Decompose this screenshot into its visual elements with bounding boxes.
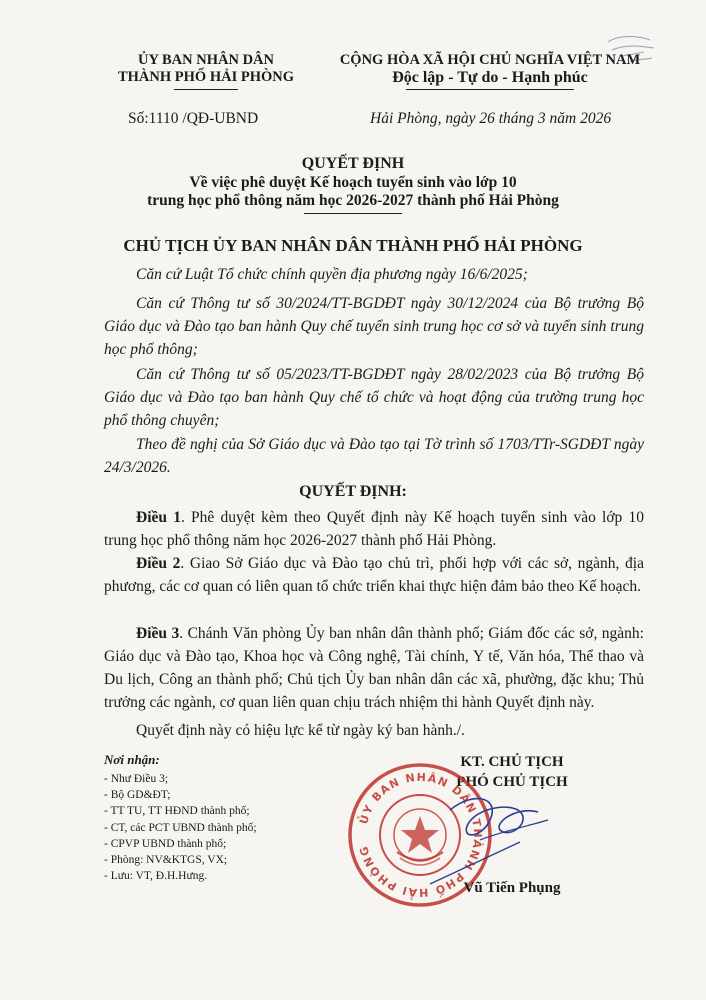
list-item: - TT TU, TT HĐND thành phố; — [104, 805, 250, 818]
list-item: - Bộ GD&ĐT; — [104, 789, 171, 802]
list-item: - Lưu: VT, Đ.H.Hưng. — [104, 870, 208, 883]
legal-basis: Theo đề nghị của Sở Giáo dục và Đào tạo tại Tờ trình số 1703/TTr-SGDĐT ngày 24/3/2026. — [104, 436, 644, 476]
list-item: - Phòng: NV&KTGS, VX; — [104, 854, 228, 867]
article-label: Điều 1 — [136, 509, 181, 526]
subject-line-1: Về việc phê duyệt Kế hoạch tuyển sinh vào lớp 10 — [189, 174, 517, 191]
article-text: . Phê duyệt kèm theo Quyết định này Kế hoạch tuyển sinh vào lớp 10 trung học phổ thông năm học 2026-2027 thành phố Hải Phòng. — [104, 509, 644, 549]
handwritten-signature — [420, 780, 580, 890]
article-3 — [104, 622, 644, 714]
list-item: - CT, các PCT UBND thành phố; — [104, 821, 257, 834]
agency-line-2: THÀNH PHỐ HẢI PHÒNG — [117, 69, 295, 85]
subject-line-2: trung học phổ thông năm học 2026-2027 thành phố Hải Phòng — [147, 192, 559, 209]
article-text: . Giao Sở Giáo dục và Đào tạo chủ trì, phối hợp với các sở, ngành, địa phương, các cơ quan có liên quan tổ chức triển khai thực hiện đảm bảo theo Kế hoạch. — [104, 555, 644, 595]
motto-underline — [406, 89, 574, 90]
authority-heading: CHỦ TỊCH ỦY BAN NHÂN DÂN THÀNH PHỐ HẢI PHÒNG — [123, 236, 583, 255]
legal-basis: Căn cứ Thông tư số 30/2024/TT-BGDĐT ngày 30/12/2024 của Bộ trưởng Bộ Giáo dục và Đào tạo ban hành Quy chế tuyển sinh trung học cơ sở và tuyển sinh trung học phổ thông; — [104, 295, 644, 358]
signatory-line-1: KT. CHỦ TỊCH — [460, 754, 564, 770]
issuing-agency — [96, 52, 316, 90]
recipients-list — [104, 771, 257, 884]
decision-heading: QUYẾT ĐỊNH: — [299, 483, 407, 500]
effective-clause: Quyết định này có hiệu lực kể từ ngày ký ban hành./. — [136, 722, 465, 739]
list-item: - CPVP UBND thành phố; — [104, 837, 227, 850]
legal-basis: Căn cứ Thông tư số 05/2023/TT-BGDĐT ngày 28/02/2023 của Bộ trưởng Bộ Giáo dục và Đào tạo ban hành Quy chế tổ chức và hoạt động của trường trung học phổ thông chuyên; — [104, 366, 644, 429]
agency-line-1: ỦY BAN NHÂN DÂN — [137, 52, 274, 68]
agency-underline — [174, 89, 238, 90]
motto-line: Độc lập - Tự do - Hạnh phúc — [392, 69, 588, 86]
article-1 — [104, 506, 644, 552]
legal-basis: Căn cứ Luật Tổ chức chính quyền địa phương ngày 16/6/2025; — [136, 266, 528, 283]
document-number: Số:1110 /QĐ-UBND — [128, 110, 259, 127]
country-name: CỘNG HÒA XÃ HỘI CHỦ NGHĨA VIỆT NAM — [339, 52, 641, 68]
list-item: - Như Điều 3; — [104, 773, 169, 785]
article-text: . Chánh Văn phòng Ủy ban nhân dân thành phố; Giám đốc các sở, ngành: Giáo dục và Đào tạo, Khoa học và Công nghệ, Tài chính, Y tế, Văn hóa, Thể thao và Du lịch, Công an thành phố; Chủ tịch Ủy ban nhân dân các xã, phường, đặc khu; Thủ trưởng các ngành, cơ quan liên quan chịu trách nhiệm thi hành Quyết định này. — [104, 625, 644, 711]
title-underline — [304, 213, 402, 214]
document-type: QUYẾT ĐỊNH — [301, 155, 405, 172]
article-2 — [104, 552, 644, 598]
recipients-title: Nơi nhận: — [104, 752, 160, 767]
seal-text: ỦY BAN NHÂN DÂN THÀNH PHỐ HẢI PHÒNG — [356, 770, 485, 900]
national-motto — [320, 52, 660, 90]
signatory-name: Vũ Tiến Phụng — [463, 880, 561, 896]
place-date: Hải Phòng, ngày 26 tháng 3 năm 2026 — [370, 110, 612, 127]
article-label: Điều 2 — [136, 555, 181, 572]
article-label: Điều 3 — [136, 625, 180, 642]
signatory-line-2: PHÓ CHỦ TỊCH — [456, 774, 568, 790]
